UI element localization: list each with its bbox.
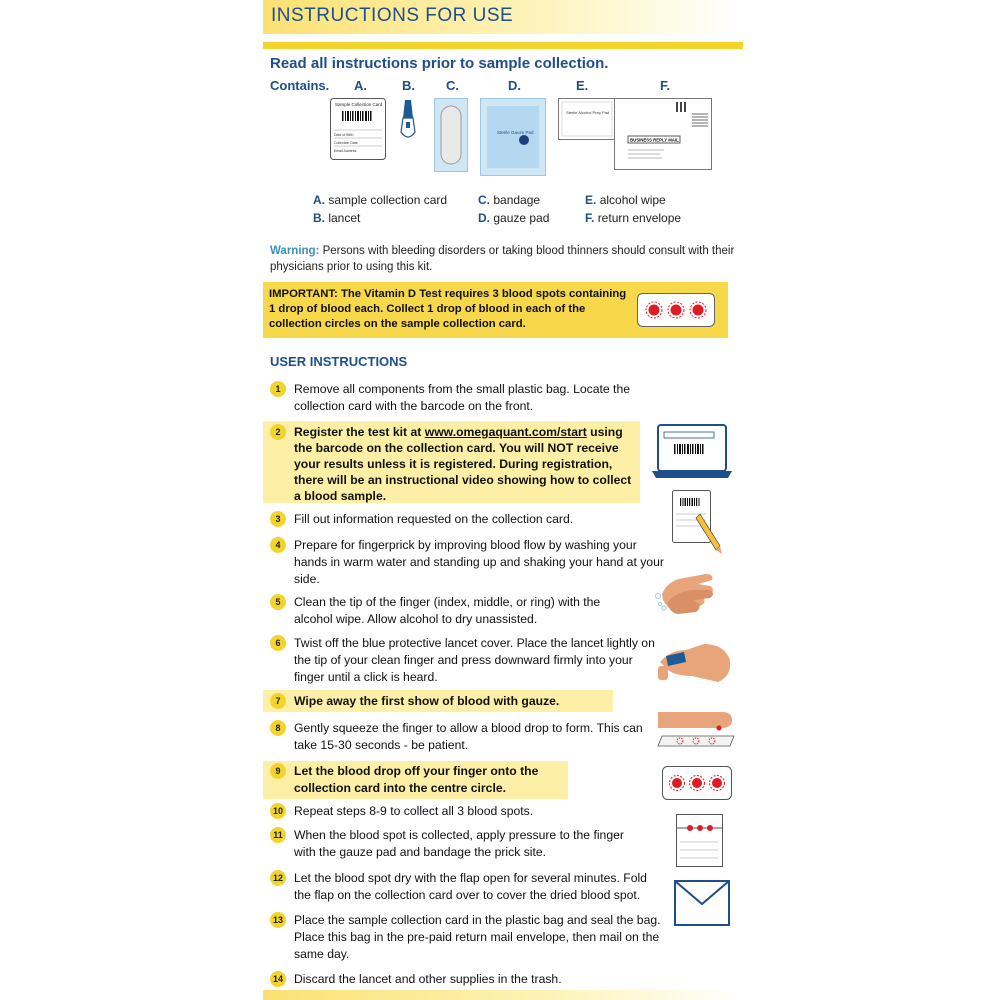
kit-letter-c: C. [446,78,459,93]
legend-f: F. return envelope [585,211,682,225]
step-text: When the blood spot is collected, apply pressure to the finger with the gauze pad and bandage the prick site. [294,828,624,859]
step-text: Repeat steps 8-9 to collect all 3 blood spots. [294,804,534,818]
kit-letter-b: B. [402,78,415,93]
step-number: 7 [270,693,286,709]
svg-text:Email Address: Email Address [334,149,357,153]
step-text: Let the blood spot dry with the flap open for several minutes. Fold the flap on the collection card over to cover the dried blood spot. [294,871,647,902]
read-all-heading: Read all instructions prior to sample collection. [270,55,609,72]
step-text: Prepare for fingerprick by improving blood flow by washing your hands in warm water and standing up and shaking your hand at your side. [294,538,664,586]
step-text: Twist off the blue protective lancet cover. Place the lancet lightly on the tip of your clean finger and press downward firmly into your finger until a click is heard. [294,636,655,684]
step-text: Place the sample collection card in the plastic bag and seal the bag. Place this bag in the pre-paid return mail envelope, then mail on the same day. [294,913,661,961]
kit-letter-a: A. [354,78,367,93]
step-number: 6 [270,635,286,651]
sample-card-illustration [330,98,386,160]
bandage-illustration [434,98,468,172]
warning-note: Warning: Persons with bleeding disorders or taking blood thinners should consult with their physicians prior to using this kit. [270,245,735,273]
contains-label: Contains. [270,78,330,93]
folded-card-icon [676,814,724,868]
kit-letter-e: E. [576,78,589,93]
svg-text:Collection Date: Collection Date [334,141,358,145]
envelope-label: BUSINESS REPLY MAIL [630,137,679,143]
step-text: Remove all components from the small plastic bag. Locate the collection card with the barcode on the front. [294,382,631,413]
instruction-sheet: INSTRUCTIONS FOR USE Read all instructions prior to sample collection. Contains. A. B. C. D. E. F. Sample Collection Card Date of Birth Collection Date Email Address Sterile Gauze Pad Sterile Alcohol Prep Pad BUSINESS REPLY MAIL A. sample collection card B. lancet C. bandage D. gauze pad E. alcohol wipe F. return envelope Warning: Persons with bleeding disorders or taking blood thinners should consult with their physicians prior to using this kit. IMPORTANT: The Vitamin D Test requires 3 blood spots containing 1 drop of blood each. Collect 1 drop of blood in each of the collection circles on the sample collection card. USER INSTRUCTIONS 1 Remove all components from the small plastic bag. Locate the collection card with the barcode on the front. 2 Register the test kit at www.omegaquant.com/start using the barcode on the collection card. You will NOT receive your results unless it is registered. During registration, there will be an instructional video showing how to collect a blood sample. 3 Fill out information requested on the collection card. 4 Prepare for fingerprick by improving blood flow by washing your hands in warm water and standing up and shaking your hand at your side. 5 Clean the tip of the finger (index, middle, or ring) with the alcohol wipe. Allow alcohol to dry unassisted. 6 Twist off the blue protective lancet cover. Place the lancet lightly on the tip of your clean finger and press downward firmly into your finger until a click is heard. 7 Wipe away the first show of blood with gauze. 8 Gently squeeze the finger to allow a blood drop to form. This can take 15-30 seconds - be patient. 9 Let the blood drop off your finger onto the collection card into the centre circle. 10 Repeat steps 8-9 to collect all 3 blood spots. 11 When the blood spot is collected, apply pressure to the finger with the gauze pad and bandage the prick site. 12 Let the blood spot dry with the flap open for several minutes. Fold the flap on the collection card over to cover the dried blood spot. 13 Place the sample collection card in the plastic bag and seal the bag. Place this bag in the pre-paid return mail envelope, then mail on the same day. 14 Discard the lancet and other supplies in the trash. [0,0,1000,1000]
wipe-label: Sterile Alcohol Prep Pad [566,110,610,115]
step-text: Discard the lancet and other supplies in the trash. [294,972,562,986]
user-instructions-title: USER INSTRUCTIONS [270,354,408,369]
header-banner [263,0,743,34]
envelope-icon [674,880,730,928]
washing-hands-icon [654,566,718,616]
blood-drop-finger-icon [656,708,736,748]
blood-spot-card-icon [637,293,715,327]
step-number: 4 [270,537,286,553]
step-number: 1 [270,381,286,397]
kit-letter-f: F. [660,78,671,93]
step-text: Gently squeeze the finger to allow a blood drop to form. This can take 15-30 seconds - be patient. [294,721,643,752]
step-text: Wipe away the first show of blood with gauze. [294,694,560,708]
step-number: 12 [270,870,286,886]
step-number: 9 [270,763,286,779]
blood-spots-card-icon [662,766,732,800]
pencil-card-icon [672,490,728,556]
lancet-finger-icon [656,636,736,686]
svg-text:Date of Birth: Date of Birth [334,133,354,137]
step-number: 3 [270,511,286,527]
laptop-icon [652,424,732,480]
step-number: 11 [270,827,286,843]
important-box [263,282,728,338]
legend-a: A. sample collection card [313,193,448,207]
step-number: 13 [270,912,286,928]
footer-bar [263,990,743,1000]
page-title: INSTRUCTIONS FOR USE [271,5,514,26]
important-text: IMPORTANT: The Vitamin D Test requires 3 blood spots containing 1 drop of blood each. Collect 1 drop of blood in each of the collection circles on the sample collection card. [269,288,627,330]
step-text: Fill out information requested on the collection card. [294,512,574,526]
gauze-label: Sterile Gauze Pad [497,130,534,135]
kit-letter-d: D. [508,78,521,93]
lancet-illustration [396,98,420,146]
legend-d: D. gauze pad [478,211,550,225]
step-number: 14 [270,971,286,987]
register-link[interactable]: www.omegaquant.com/start [424,425,587,439]
legend-e: E. alcohol wipe [585,193,666,207]
legend-b: B. lancet [313,211,361,225]
header-rule [263,42,743,49]
step-number: 2 [270,424,286,440]
legend-c: C. bandage [478,193,541,207]
step-number: 5 [270,594,286,610]
gauze-pad-illustration [480,98,546,176]
step-number: 10 [270,803,286,819]
alcohol-wipe-illustration [558,98,616,140]
card-title-text: Sample Collection Card [335,102,383,107]
step-text: Let the blood drop off your finger onto the collection card into the centre circle. [294,764,539,795]
step-number: 8 [270,720,286,736]
return-envelope-illustration [614,98,712,170]
step-text: Clean the tip of the finger (index, middle, or ring) with the alcohol wipe. Allow alcohol to dry unassisted. [294,595,601,626]
